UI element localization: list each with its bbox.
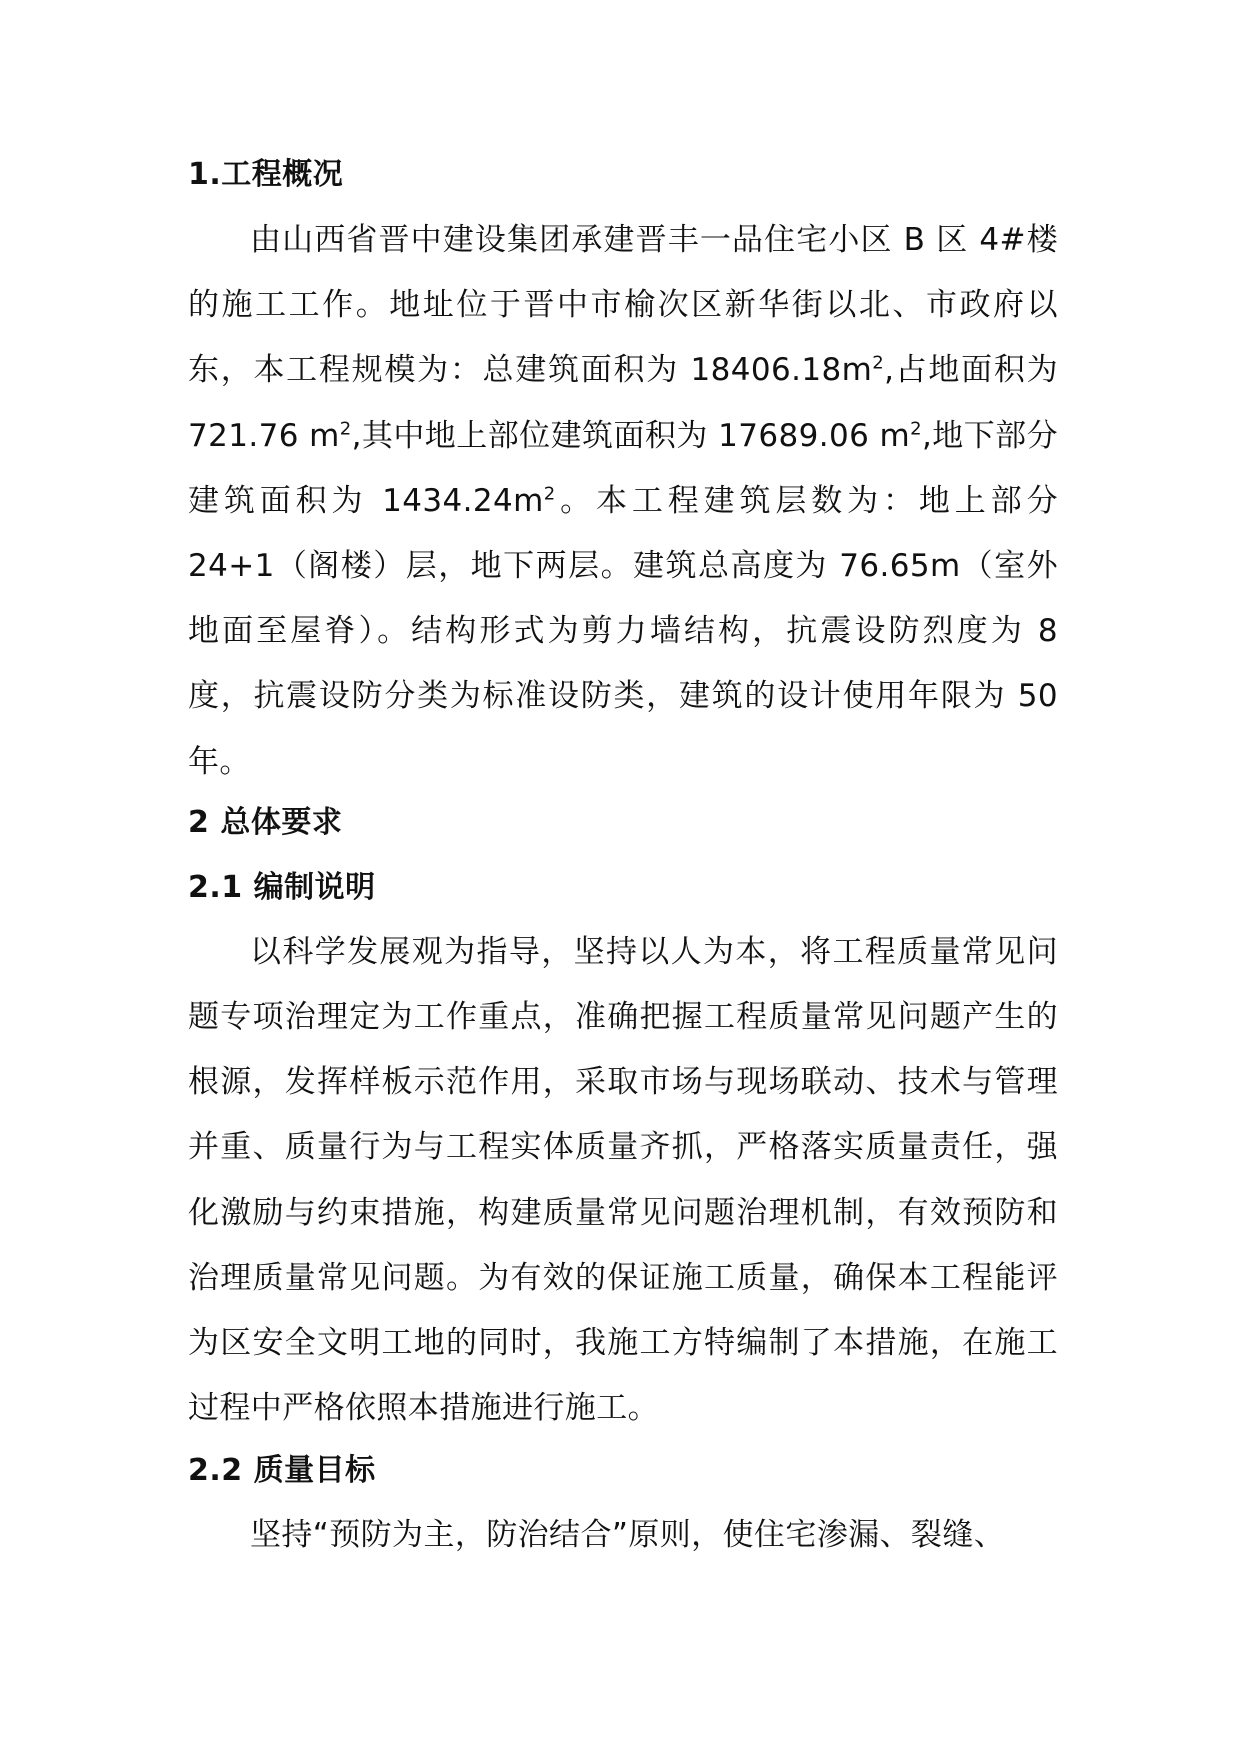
text-run: ,占地面积为 721.76 m <box>188 352 1058 454</box>
document-page <box>188 155 1058 1569</box>
section-heading-quality-goals: 2.2 质量目标 <box>188 1453 376 1489</box>
compilation-notes-paragraph: 以科学发展观为指导，坚持以人为本，将工程质量常见问题专项治理定为工作重点，准确把握工程质量常见问题产生的根源，发挥样板示范作用，采取市场与现场联动、技术与管理并重、质量行为与工程实体质量齐抓，严格落实质量责任，强化激励与约束措施，构建质量常见问题治理机制，有效预防和治理质量常见问题。为有效的保证施工质量，确保本工程能评为区安全文明工地的同时，我施工方特编制了本措施，在施工过程中严格依照本措施进行施工。 <box>188 933 1058 1427</box>
section-heading-general-requirements: 2 总体要求 <box>188 804 343 840</box>
superscript: 2 <box>543 483 556 505</box>
text-run: 。本工程建筑层数为：地上部分 24+1（阁楼）层，地下两层。建筑总高度为 76.65m（室外地面至屋脊）。结构形式为剪力墙结构，抗震设防烈度为 8 度，抗震设防分类为标准设防类，建筑的设计使用年限为 50 年。 <box>188 482 1058 780</box>
text-run: 由山西省晋中建设集团承建晋丰一品住宅小区 B 区 4#楼的施工工作。地址位于晋中市榆次区新华街以北、市政府以东，本工程规模为：总建筑面积为 18406.18m <box>188 222 1058 389</box>
text-run: ,其中地上部位建筑面积为 17689.06 m <box>351 417 911 454</box>
quality-goals-paragraph: 坚持“预防为主，防治结合”原则，使住宅渗漏、裂缝、 <box>250 1517 1006 1554</box>
superscript: 2 <box>872 353 885 375</box>
section-heading-project-overview: 1.工程概况 <box>188 157 344 192</box>
superscript: 2 <box>339 418 352 440</box>
section-heading-compilation-notes: 2.1 编制说明 <box>188 869 376 905</box>
text-run: ,地下部分建筑面积为 1434.24m <box>188 417 1058 519</box>
superscript: 2 <box>910 418 922 440</box>
project-overview-paragraph <box>188 208 1058 795</box>
